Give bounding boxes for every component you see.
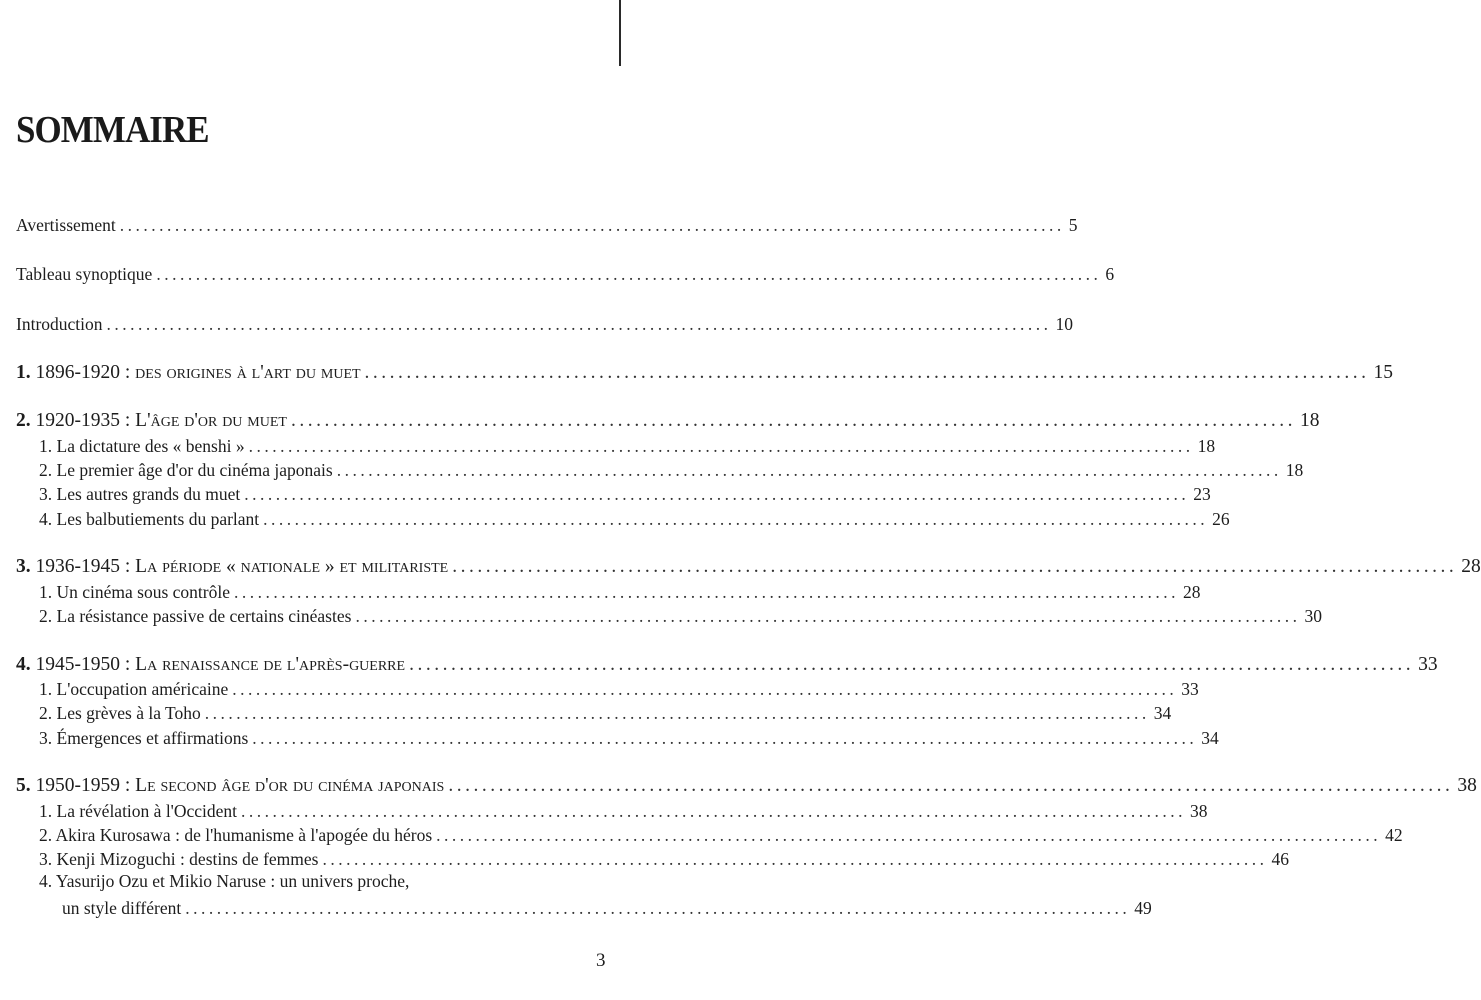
toc-page-number: 28 <box>1183 582 1201 602</box>
toc-page-number: 34 <box>1201 728 1219 748</box>
chapter-years: 1945-1950 : <box>35 654 131 675</box>
toc-entry-label: 3. Kenji Mizoguchi : destins de femmes <box>39 849 319 869</box>
toc-chapter-1 <box>16 358 1394 384</box>
toc-chapter-5 <box>16 771 1477 797</box>
dot-leader: ........................................................................................................................ <box>263 509 1209 529</box>
chapter-heading <box>16 775 444 797</box>
toc-page-number: 46 <box>1271 849 1289 869</box>
toc-entry-label: 3. Émergences et affirmations <box>39 728 249 748</box>
toc-entry-label: 2. Le premier âge d'or du cinéma japonais <box>39 460 333 480</box>
chapter-number: 1. <box>16 362 31 383</box>
toc-subsection <box>39 796 1208 822</box>
toc-entry-introduction <box>16 309 1074 335</box>
toc-entry-label: 1. La révélation à l'Occident <box>39 801 237 821</box>
chapter-heading <box>16 556 448 578</box>
toc-entry-label: Avertissement <box>16 215 116 235</box>
toc-chapter-2 <box>16 406 1320 432</box>
dot-leader: ........................................................................................................................ <box>336 460 1282 480</box>
toc-page-number: 6 <box>1105 264 1115 284</box>
toc-page-number: 23 <box>1193 484 1211 504</box>
toc-subsection <box>39 820 1403 846</box>
dot-leader: ........................................................................................................................ <box>119 215 1065 235</box>
chapter-title: des origines à l'art du muet <box>135 362 361 383</box>
chapter-number: 5. <box>16 775 31 796</box>
chapter-title: Le second âge d'or du cinéma japonais <box>135 775 445 796</box>
chapter-number: 3. <box>16 556 31 577</box>
chapter-heading <box>16 654 405 676</box>
toc-entry-label: 2. Les grèves à la Toho <box>39 703 201 723</box>
toc-page-number: 18 <box>1197 436 1216 456</box>
toc-entry-label: 2. La résistance passive de certains cinéastes <box>39 606 352 626</box>
toc-page-number: 18 <box>1285 460 1304 480</box>
chapter-title: La renaissance de l'après-guerre <box>135 654 406 675</box>
chapter-heading <box>16 410 287 432</box>
chapter-number: 2. <box>16 410 31 431</box>
dot-leader: ........................................................................................................................ <box>409 654 1415 675</box>
chapter-years: 1896-1920 : <box>35 362 131 383</box>
toc-page-number: 30 <box>1304 606 1322 626</box>
dot-leader: ........................................................................................................................ <box>204 703 1150 723</box>
dot-leader: ........................................................................................................................ <box>448 775 1454 796</box>
dot-leader: ........................................................................................................................ <box>106 314 1052 334</box>
dot-leader: ........................................................................................................................ <box>322 849 1268 869</box>
dot-leader: ........................................................................................................................ <box>244 484 1190 504</box>
toc-subsection <box>39 431 1216 457</box>
dot-leader: ........................................................................................................................ <box>248 436 1194 456</box>
toc-subsection <box>39 504 1230 530</box>
toc-chapter-4 <box>16 650 1438 676</box>
toc-page-number: 28 <box>1461 556 1481 577</box>
dot-leader: ........................................................................................................................ <box>290 410 1296 431</box>
toc-page-number: 49 <box>1134 898 1152 918</box>
toc-page-number: 33 <box>1181 679 1199 699</box>
toc-page-number: 10 <box>1055 314 1074 334</box>
toc-entry-avertissement <box>16 210 1078 236</box>
toc-subsection <box>39 601 1322 627</box>
toc-subsection <box>39 479 1211 505</box>
chapter-years: 1950-1959 : <box>35 775 131 796</box>
toc-page-number: 38 <box>1457 775 1477 796</box>
chapter-title: L'âge d'or du muet <box>135 410 287 431</box>
chapter-heading <box>16 362 361 384</box>
dot-leader: ........................................................................................................................ <box>232 679 1178 699</box>
dot-leader: ........................................................................................................................ <box>436 825 1382 845</box>
toc-entry-label: 1. La dictature des « benshi » <box>39 436 245 456</box>
dot-leader: ........................................................................................................................ <box>364 362 1370 383</box>
toc-subsection <box>39 723 1219 749</box>
dot-leader: ........................................................................................................................ <box>156 264 1102 284</box>
chapter-title: La période « nationale » et militariste <box>135 556 449 577</box>
chapter-years: 1936-1945 : <box>35 556 131 577</box>
toc-page-number: 15 <box>1373 362 1394 383</box>
toc-subsection <box>62 893 1152 919</box>
toc-subsection <box>39 455 1304 481</box>
dot-leader: ........................................................................................................................ <box>241 801 1186 821</box>
toc-entry-tableau-synoptique <box>16 259 1115 285</box>
toc-entry-label: 4. Les balbutiements du parlant <box>39 509 260 529</box>
dot-leader: ........................................................................................................................ <box>355 606 1301 626</box>
toc-entry-label: 1. L'occupation américaine <box>39 679 229 699</box>
toc-entry-label: 3. Les autres grands du muet <box>39 484 241 504</box>
toc-entry-label: 1. Un cinéma sous contrôle <box>39 582 230 602</box>
toc-page-number: 38 <box>1190 801 1208 821</box>
toc-subsection <box>39 844 1289 870</box>
toc-entry-label: Tableau synoptique <box>16 264 153 284</box>
toc-page-number: 42 <box>1385 825 1403 845</box>
dot-leader: ........................................................................................................................ <box>452 556 1458 577</box>
page-title: SOMMAIRE <box>16 109 209 151</box>
toc-page-number: 34 <box>1153 703 1172 723</box>
toc-page-number: 33 <box>1418 654 1438 675</box>
toc-subsection-first-line: 4. Yasurijo Ozu et Mikio Naruse : un univers proche, <box>39 871 410 891</box>
toc-subsection <box>39 698 1172 724</box>
toc-entry-label: Introduction <box>16 314 103 334</box>
toc-page-number: 26 <box>1212 509 1230 529</box>
toc-entry-label: un style différent <box>62 898 182 918</box>
chapter-years: 1920-1935 : <box>35 410 131 431</box>
toc-subsection <box>39 577 1201 603</box>
toc-entry-label: 2. Akira Kurosawa : de l'humanisme à l'apogée du héros <box>39 825 433 845</box>
toc-chapter-3 <box>16 552 1481 578</box>
dot-leader: ........................................................................................................................ <box>234 582 1179 602</box>
toc-page-number: 5 <box>1068 215 1078 235</box>
page-number: 3 <box>596 950 606 971</box>
toc-page-number: 18 <box>1299 410 1320 431</box>
dot-leader: ........................................................................................................................ <box>185 898 1131 918</box>
toc-subsection <box>39 674 1199 700</box>
dot-leader: ........................................................................................................................ <box>252 728 1198 748</box>
chapter-number: 4. <box>16 654 31 675</box>
